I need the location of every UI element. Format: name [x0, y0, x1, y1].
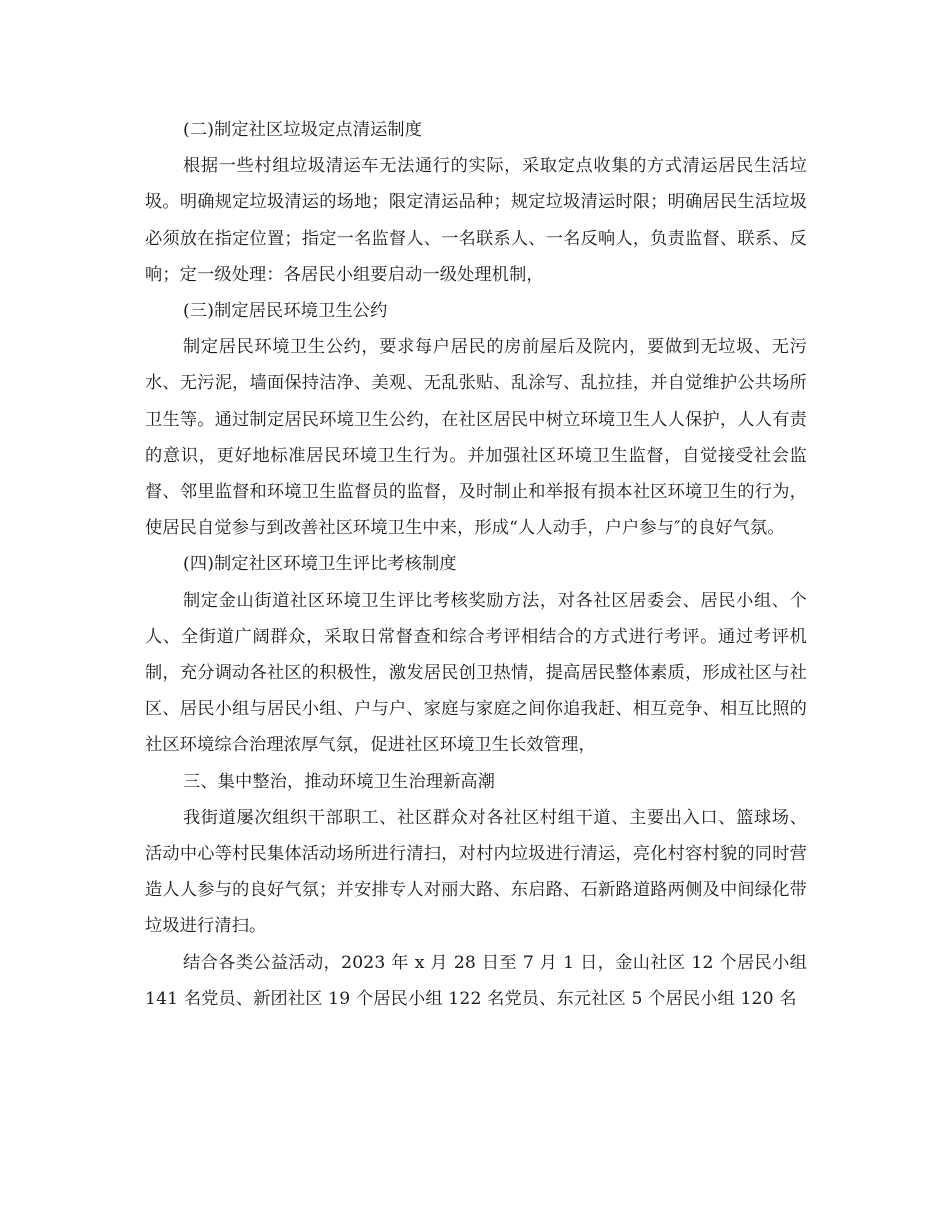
body-paragraph: 制定金山街道社区环境卫生评比考核奖励方法，对各社区居委会、居民小组、个人、全街道广阔群众，采取日常督查和综合考评相结合的方式进行考评。通过考评机制，充分调动各社区的积极性，激发居民创卫热情，提高居民整体素质，形成社区与社区、居民小组与居民小组、户与户、家庭与家庭之间你追我赶、相互竞争、相互比照的社区环境综合治理浓厚气氛，促进社区环境卫生长效管理，	[145, 590, 807, 756]
body-paragraph: 根据一些村组垃圾清运车无法通行的实际，采取定点收集的方式清运居民生活垃圾。明确规定垃圾清运的场地；限定清运品种；规定垃圾清运时限；明确居民生活垃圾必须放在指定位置；指定一名监督人、一名联系人、一名反响人，负责监督、联系、反响；定一级处理：各居民小组要启动一级处理机制，	[145, 156, 807, 285]
section-heading-3: (三)制定居民环境卫生公约	[183, 301, 388, 322]
section-heading-2: (二)制定社区垃圾定点清运制度	[183, 120, 423, 140]
chapter-heading-3: 三、集中整治，推动环境卫生治理新高潮	[183, 771, 496, 792]
section-heading-4: (四)制定社区环境卫生评比考核制度	[183, 554, 457, 575]
body-paragraph: 结合各类公益活动，2023 年 x 月 28 日至 7 月 1 日，金山社区 12 个居民小组 141 名党员、新团社区 19 个居民小组 122 名党员、东元社区 5 个居民小组 120 名	[145, 952, 807, 1009]
body-paragraph: 制定居民环境卫生公约，要求每户居民的房前屋后及院内，要做到无垃圾、无污水、无污泥，墙面保持洁净、美观、无乱张贴、乱涂写、乱拉挂，并自觉维护公共场所卫生等。通过制定居民环境卫生公约，在社区居民中树立环境卫生人人保护，人人有责的意识，更好地标准居民环境卫生行为。并加强社区环境卫生监督，自觉接受社会监督、邻里监督和环境卫生监督员的监督，及时制止和举报有损本社区环境卫生的行为，使居民自觉参与到改善社区环境卫生中来，形成“人人动手，户户参与″的良好气氛。	[145, 337, 807, 539]
body-paragraph: 我街道屡次组织干部职工、社区群众对各社区村组干道、主要出入口、篮球场、活动中心等村民集体活动场所进行清扫，对村内垃圾进行清运，亮化村容村貌的同时营造人人参与的良好气氛；并安排专人对丽大路、东启路、石新路道路两侧及中间绿化带垃圾进行清扫。	[145, 807, 807, 937]
document-body	[145, 112, 807, 1017]
